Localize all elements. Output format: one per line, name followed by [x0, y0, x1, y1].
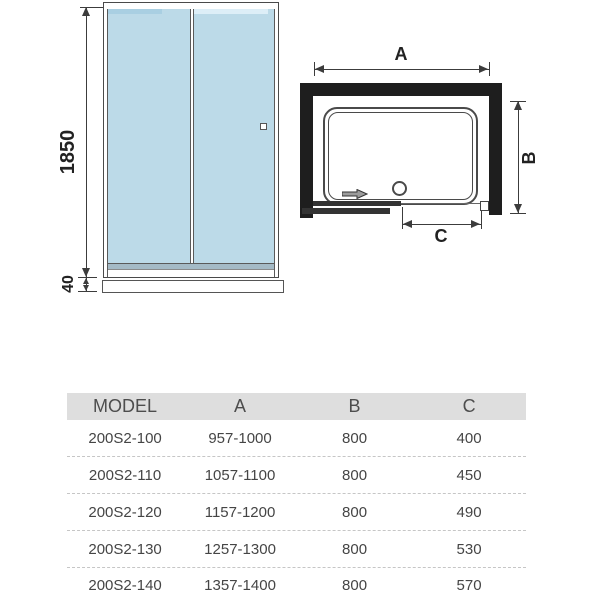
cell-c: 570 [456, 577, 482, 594]
dimensions-table [67, 393, 526, 600]
sliding-panel-moving [302, 208, 390, 214]
table-row [67, 531, 526, 568]
width-dimension-label: A [394, 44, 408, 64]
door-stopper [480, 201, 489, 211]
cell-a: 1057-1100 [204, 466, 276, 484]
width-dim-tick-right [489, 62, 490, 76]
slide-direction-arrow-icon [342, 189, 368, 199]
arrowhead-icon [82, 268, 90, 277]
wall-left [300, 83, 313, 218]
cell-c: 530 [456, 540, 482, 558]
arrowhead-icon [514, 101, 522, 110]
header-cell-b: B [348, 396, 361, 416]
drain-icon [392, 181, 407, 196]
header-cell-model: MODEL [93, 396, 158, 416]
spec-table-header [67, 393, 526, 420]
arrowhead-icon [315, 65, 324, 73]
glass-panel-left [108, 9, 190, 263]
shower-tray-front [102, 280, 284, 293]
table-row [67, 568, 526, 600]
cell-b: 800 [342, 429, 368, 447]
door-dim-ext-right [481, 211, 482, 229]
shower-door-frame [103, 2, 279, 278]
cell-model: 200S2-110 [88, 466, 162, 484]
cell-c: 490 [456, 503, 482, 521]
table-row [67, 494, 526, 531]
depth-dim-tick-bottom [510, 213, 526, 214]
header-cell-a: A [234, 396, 247, 416]
glass-reflection [194, 9, 268, 14]
header-cell-c: C [462, 396, 476, 416]
cell-b: 800 [342, 577, 368, 594]
door-track-line [400, 203, 481, 204]
cell-c: 400 [456, 429, 482, 447]
sliding-panel-fixed [313, 201, 401, 206]
door-dimension-label: C [434, 226, 448, 246]
door-handle [260, 123, 267, 130]
cell-model: 200S2-140 [88, 577, 162, 594]
door-left-stile [104, 9, 108, 277]
arrowhead-icon [479, 65, 488, 73]
door-dimension-line [402, 224, 481, 225]
cell-b: 800 [342, 540, 368, 558]
cell-model: 200S2-100 [88, 429, 162, 447]
cell-b: 800 [342, 503, 368, 521]
door-right-stile [274, 9, 278, 277]
table-row [67, 457, 526, 494]
base-height-dimension-label: 40 [60, 275, 77, 293]
table-row [67, 420, 526, 457]
arrowhead-icon [514, 204, 522, 213]
cell-model: 200S2-130 [88, 540, 162, 558]
arrowhead-icon [471, 220, 480, 228]
glass-panel-right [194, 9, 274, 263]
cell-a: 1157-1200 [204, 503, 276, 521]
arrowhead-icon [403, 220, 412, 228]
width-dimension-line [314, 69, 489, 70]
cell-a: 1357-1400 [204, 577, 276, 594]
wall-top [300, 83, 502, 96]
door-center-divider [190, 9, 194, 263]
door-bottom-frame [108, 269, 274, 277]
height-dim-tick-bottom [78, 291, 97, 292]
cell-a: 1257-1300 [204, 540, 276, 558]
glass-reflection [108, 9, 162, 14]
arrowhead-icon [83, 278, 89, 284]
arrowhead-icon [82, 7, 90, 16]
arrowhead-icon [83, 285, 89, 291]
height-dimension-line [86, 7, 87, 291]
depth-dimension-label: B [519, 151, 539, 165]
height-dimension-label: 1850 [57, 129, 79, 175]
cell-c: 450 [456, 466, 482, 484]
wall-right [489, 83, 502, 215]
cell-a: 957-1000 [208, 429, 272, 447]
cell-model: 200S2-120 [88, 503, 162, 521]
cell-b: 800 [342, 466, 368, 484]
